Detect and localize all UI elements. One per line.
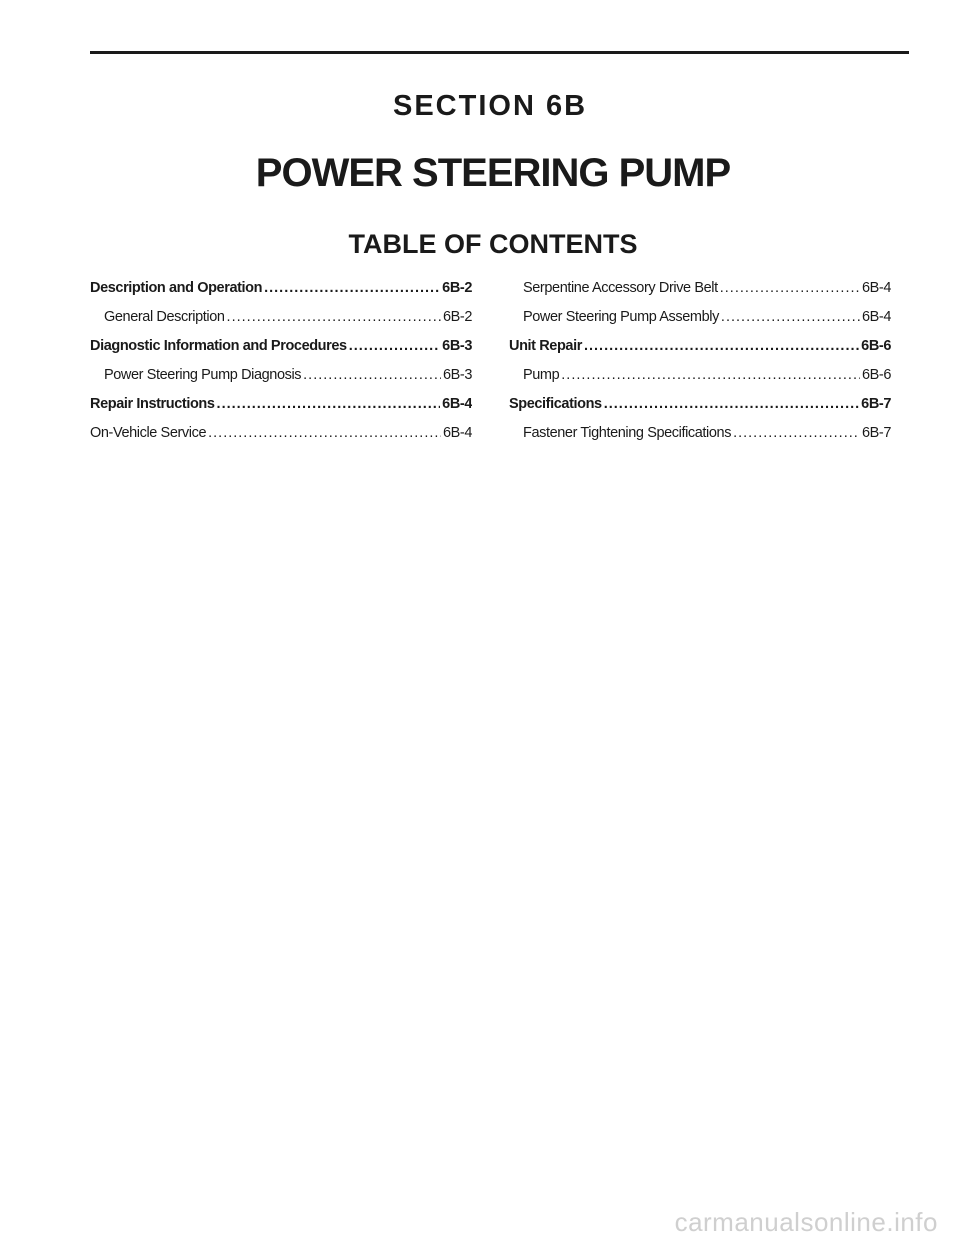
toc-entry-label: Serpentine Accessory Drive Belt [523, 280, 718, 296]
toc-right-column [509, 280, 891, 454]
toc-entry[interactable] [509, 425, 891, 454]
toc-entry[interactable] [90, 280, 472, 309]
toc-entry-page: 6B-3 [442, 338, 472, 354]
toc-leader-dots [349, 338, 440, 354]
toc-entry-label: Power Steering Pump Assembly [523, 309, 719, 325]
toc-entry-page: 6B-7 [861, 396, 891, 412]
toc-entry-page: 6B-4 [442, 396, 472, 412]
toc-leader-dots [208, 425, 441, 441]
toc-entry-page: 6B-7 [861, 425, 891, 441]
toc-entry-page: 6B-2 [442, 280, 472, 296]
toc-leader-dots [227, 309, 441, 325]
toc-entry-label: Pump [523, 367, 560, 383]
toc-entry[interactable] [509, 280, 891, 309]
toc-entry-label: Repair Instructions [90, 396, 215, 412]
toc-entry-label: On-Vehicle Service [90, 425, 207, 441]
page-title: POWER STEERING PUMP [255, 151, 731, 195]
toc-leader-dots [217, 396, 441, 412]
toc-entry-label: Unit Repair [509, 338, 582, 354]
toc-entry[interactable] [90, 338, 472, 367]
toc-entry[interactable] [509, 367, 891, 396]
toc-leader-dots [720, 280, 860, 296]
toc-left-column [90, 280, 472, 454]
watermark: carmanualsonline.info [674, 1207, 938, 1237]
toc-entry-label: Fastener Tightening Specifications [523, 425, 732, 441]
toc-entry[interactable] [509, 338, 891, 367]
toc-entry-label: Diagnostic Information and Procedures [90, 338, 347, 354]
toc-entry[interactable] [509, 396, 891, 425]
section-heading: SECTION 6B [392, 90, 588, 122]
toc-entry[interactable] [90, 309, 472, 338]
toc-entry-page: 6B-2 [442, 309, 472, 325]
toc-entry[interactable] [90, 367, 472, 396]
toc-leader-dots [561, 367, 860, 383]
toc-entry-page: 6B-3 [442, 367, 472, 383]
toc-entry-label: Specifications [509, 396, 602, 412]
toc-entry-page: 6B-4 [861, 280, 891, 296]
toc-entry-label: Power Steering Pump Diagnosis [104, 367, 302, 383]
toc-entry-page: 6B-4 [861, 309, 891, 325]
toc-entry[interactable] [509, 309, 891, 338]
toc-leader-dots [604, 396, 859, 412]
toc-entry[interactable] [90, 396, 472, 425]
toc-entry[interactable] [90, 425, 472, 454]
toc-leader-dots [721, 309, 860, 325]
toc-entry-label: Description and Operation [90, 280, 263, 296]
toc-entry-page: 6B-6 [861, 338, 891, 354]
toc-entry-page: 6B-6 [861, 367, 891, 383]
toc-entry-label: General Description [104, 309, 225, 325]
toc-leader-dots [733, 425, 860, 441]
toc-leader-dots [264, 280, 440, 296]
toc-entry-page: 6B-4 [442, 425, 472, 441]
toc-heading: TABLE OF CONTENTS [348, 229, 638, 259]
top-rule [90, 51, 909, 54]
toc-leader-dots [584, 338, 859, 354]
toc-leader-dots [303, 367, 441, 383]
